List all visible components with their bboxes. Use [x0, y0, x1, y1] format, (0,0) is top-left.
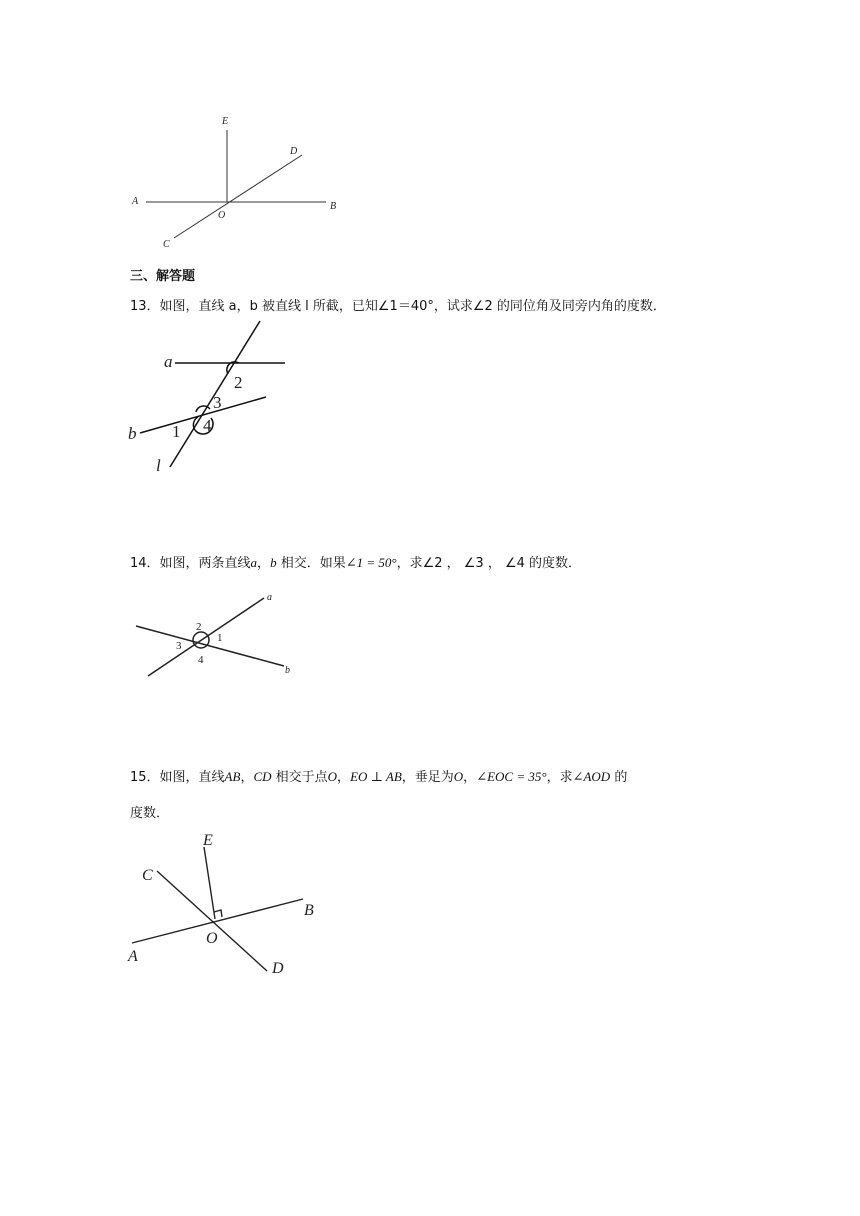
angle-arc-3 — [196, 406, 210, 412]
label-3: 3 — [213, 393, 222, 412]
condition: ∠1 = 50° — [345, 555, 397, 570]
line-cd — [157, 871, 267, 971]
figure-top — [0, 0, 860, 260]
label-4: 4 — [203, 416, 212, 435]
label-3: 3 — [176, 640, 182, 652]
section-title: 三、解答题 — [130, 269, 196, 284]
label-l: l — [156, 456, 161, 475]
label-d: D — [272, 960, 284, 977]
label-e: E — [222, 116, 229, 127]
label-1: 1 — [217, 632, 223, 644]
figure-q14 — [130, 588, 300, 683]
label-a: A — [128, 948, 138, 965]
label-b: B — [304, 902, 314, 919]
label-c: C — [163, 239, 170, 250]
label-a: a — [267, 592, 272, 603]
condition-1: EO ⊥ AB — [350, 769, 402, 784]
question-14-text: 14．如图，两条直线a，b 相交．如果∠1 = 50°，求∠2 ， ∠3 ， ∠4 的度数． — [130, 555, 582, 571]
label-2: 2 — [234, 373, 243, 392]
line-b — [136, 626, 284, 666]
line-cd — [174, 155, 302, 238]
label-4: 4 — [198, 654, 204, 666]
label-2: 2 — [196, 621, 202, 633]
label-1: 1 — [172, 422, 181, 441]
figure-q13 — [120, 315, 300, 480]
label-d: D — [290, 146, 298, 157]
label-b: b — [285, 665, 290, 676]
label-a: A — [132, 196, 139, 207]
figure-q15 — [120, 825, 330, 985]
label-a: a — [164, 352, 173, 371]
label-b: B — [330, 201, 337, 212]
label-e: E — [203, 832, 213, 849]
ray-oe — [204, 847, 215, 919]
question-15-line-1: 15．如图，直线AB，CD 相交于点O，EO ⊥ AB，垂足为O，∠EOC = 35°，求∠AOD 的 — [130, 769, 628, 785]
line-a — [148, 598, 264, 676]
condition-2: ∠EOC = 35° — [476, 769, 547, 784]
label-b: b — [128, 424, 137, 443]
label-o: O — [206, 930, 218, 947]
label-o: O — [218, 210, 226, 221]
question-15-line-2: 度数． — [130, 806, 170, 821]
question-13-text: 13．如图，直线 a，b 被直线 l 所截，已知∠1＝40°，试求∠2 的同位角及同旁内角的度数． — [130, 299, 666, 314]
label-c: C — [142, 867, 153, 884]
